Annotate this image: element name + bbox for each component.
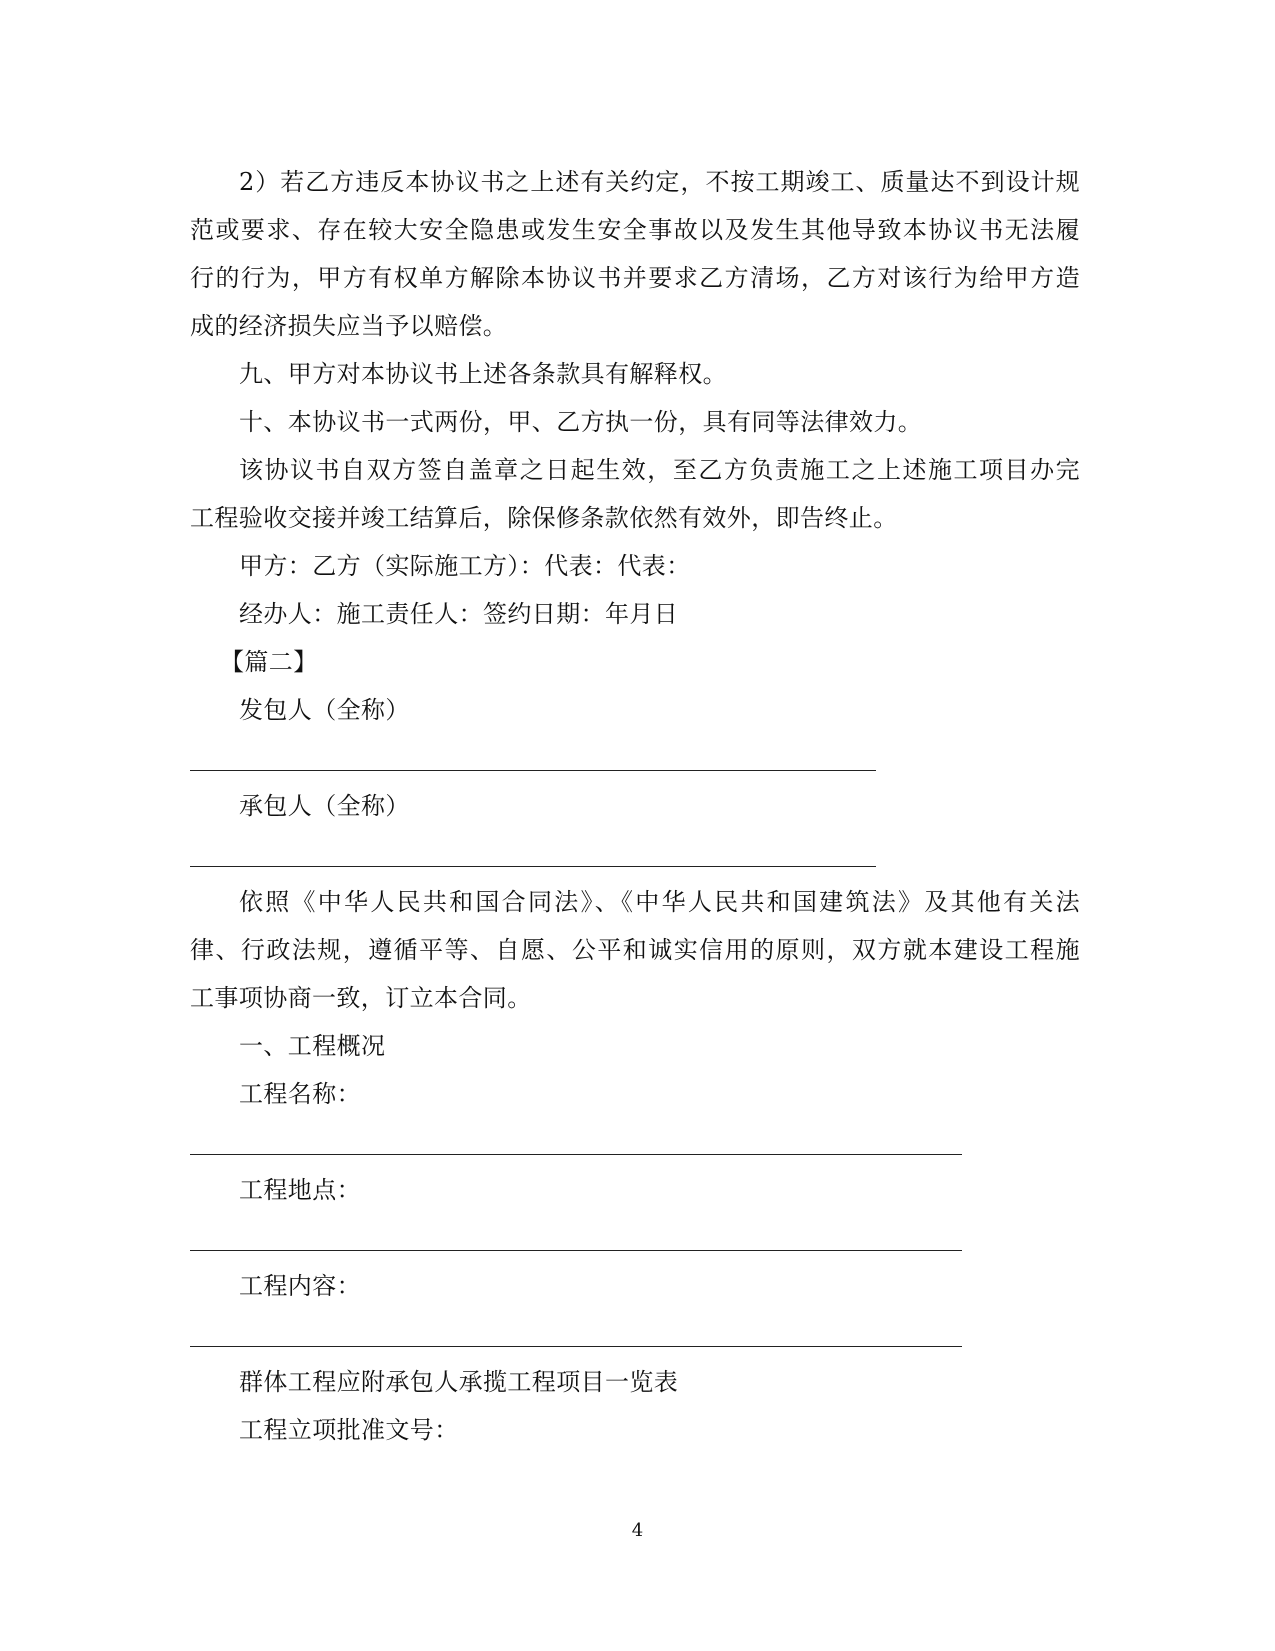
paragraph-line: 成的经济损失应当予以赔偿。	[190, 312, 508, 340]
employer-blank-line	[190, 734, 1080, 782]
project-location-blank-line	[190, 1214, 1080, 1262]
blank-underline	[190, 1250, 962, 1251]
project-content-blank-line	[190, 1310, 1080, 1358]
section-heading: 【篇二】	[220, 648, 318, 676]
paragraph-line: 工程验收交接并竣工结算后，除保修条款依然有效外，即告终止。	[190, 504, 898, 532]
document-body	[190, 158, 1080, 1454]
blank-underline	[190, 866, 876, 867]
paragraph-line: 工事项协商一致，订立本合同。	[190, 984, 532, 1012]
project-name-blank-line	[190, 1118, 1080, 1166]
paragraph-line: 2）若乙方违反本协议书之上述有关约定，不按工期竣工、质量达不到设计规	[239, 168, 1080, 196]
contractor-blank-line	[190, 830, 1080, 878]
signature-parties: 甲方：乙方（实际施工方）：代表：代表：	[239, 552, 691, 580]
approval-number-label: 工程立项批准文号：	[239, 1416, 459, 1444]
project-overview-heading: 一、工程概况	[239, 1032, 386, 1060]
project-content-label: 工程内容：	[239, 1272, 361, 1300]
blank-underline	[190, 770, 876, 771]
blank-underline	[190, 1346, 962, 1347]
blank-underline	[190, 1154, 962, 1155]
clause-ten: 十、本协议书一式两份，甲、乙方执一份，具有同等法律效力。	[239, 408, 923, 436]
paragraph-line: 行的行为，甲方有权单方解除本协议书并要求乙方清场，乙方对该行为给甲方造	[190, 264, 1080, 292]
project-location-label: 工程地点：	[239, 1176, 361, 1204]
page-number: 4	[631, 1520, 644, 1541]
paragraph-line: 群体工程应附承包人承揽工程项目一览表	[239, 1368, 679, 1396]
project-name-label: 工程名称：	[239, 1080, 361, 1108]
paragraph-line: 范或要求、存在较大安全隐患或发生安全事故以及发生其他导致本协议书无法履	[190, 216, 1080, 244]
contractor-label: 承包人（全称）	[239, 792, 410, 820]
paragraph-line: 律、行政法规，遵循平等、自愿、公平和诚实信用的原则，双方就本建设工程施	[190, 936, 1080, 964]
paragraph-line: 该协议书自双方签自盖章之日起生效，至乙方负责施工之上述施工项目办完	[239, 456, 1080, 484]
paragraph-line: 依照《中华人民共和国合同法》、《中华人民共和国建筑法》及其他有关法	[239, 888, 1080, 916]
clause-nine: 九、甲方对本协议书上述各条款具有解释权。	[239, 360, 727, 388]
employer-label: 发包人（全称）	[239, 696, 410, 724]
signature-handlers: 经办人：施工责任人：签约日期：年月日	[239, 600, 679, 628]
